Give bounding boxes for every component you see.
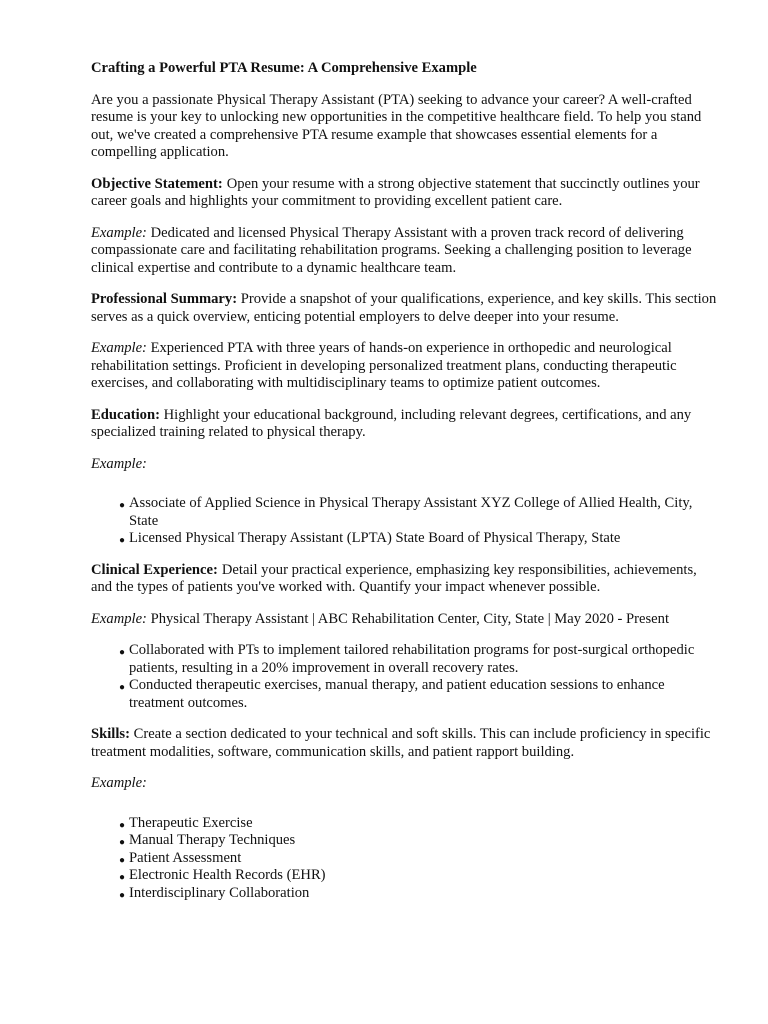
skills-example — [91, 775, 721, 793]
summary-section — [91, 291, 721, 326]
bullet-icon: ● — [119, 872, 126, 883]
example-label: Example: — [91, 455, 147, 472]
objective-heading: Objective Statement: — [91, 175, 223, 192]
bullet-icon: ● — [119, 837, 126, 848]
list-item: ● Interdisciplinary Collaboration — [91, 885, 721, 903]
bullet-icon: ● — [119, 535, 126, 546]
objective-example — [91, 225, 721, 278]
clinical-text: Detail your practical experience, emphasizing key responsibilities, achievements, and the types of patients you've worked with. Quantify your impact whenever possible. — [91, 561, 697, 595]
clinical-list — [91, 642, 721, 712]
intro-paragraph: Are you a passionate Physical Therapy Assistant (PTA) seeking to advance your career? A well-crafted resume is your key to unlocking new opportunities in the competitive healthcare field. To help you stand out, we've created a comprehensive PTA resume example that showcases essential elements for a compelling application. — [91, 91, 702, 160]
bullet-icon: ● — [119, 500, 126, 511]
list-item: ● Collaborated with PTs to implement tailored rehabilitation programs for post-surgical orthopedic patients, resulting in a 20% improvement in overall recovery rates. — [119, 642, 695, 676]
summary-text: Provide a snapshot of your qualifications, experience, and key skills. This section serves as a quick overview, enticing potential employers to delve deeper into your resume. — [91, 291, 717, 325]
summary-example — [91, 340, 721, 393]
list-item: ● Patient Assessment — [91, 850, 721, 868]
bullet-icon: ● — [119, 647, 126, 658]
bullet-icon: ● — [119, 819, 126, 831]
skills-text: Create a section dedicated to your technical and soft skills. This can include proficiency in specific treatment modalities, software, communication skills, and patient rapport building. — [91, 726, 711, 760]
list-item: ● Electronic Health Records (EHR) — [91, 867, 721, 885]
objective-example-text: Dedicated and licensed Physical Therapy Assistant with a proven track record of delivering compassionate care and facilitating rehabilitation programs. Seeking a challenging position to leverage clinical expertise and contribute to a dynamic healthcare team. — [91, 224, 692, 276]
skills-list — [91, 815, 721, 903]
list-item: ● Licensed Physical Therapy Assistant (LPTA) State Board of Physical Therapy, State — [91, 530, 721, 548]
objective-section — [91, 176, 721, 211]
education-heading: Education: — [91, 406, 160, 423]
education-example — [91, 456, 721, 474]
bullet-icon: ● — [119, 682, 126, 693]
list-item: ● Conducted therapeutic exercises, manual therapy, and patient education sessions to enhance treatment outcomes. — [119, 677, 665, 711]
education-section — [91, 407, 721, 442]
clinical-example — [91, 611, 721, 629]
summary-example-text: Experienced PTA with three years of hands-on experience in orthopedic and neurological rehabilitation settings. Proficient in developing personalized treatment plans, conducting therapeutic exercises, and collaborating with multidisciplinary teams to optimize patient outcomes. — [91, 340, 677, 391]
example-label: Example: — [91, 775, 147, 791]
summary-heading: Professional Summary: — [91, 291, 238, 307]
list-item: ● Therapeutic Exercise — [91, 815, 721, 833]
page-title: Crafting a Powerful PTA Resume: A Comprehensive Example — [91, 60, 477, 76]
education-text: Highlight your educational background, including relevant degrees, certifications, and any specialized training related to physical therapy. — [91, 406, 692, 440]
clinical-section — [91, 562, 721, 597]
clinical-example-text: Physical Therapy Assistant | ABC Rehabilitation Center, City, State | May 2020 - Present — [150, 610, 669, 627]
skills-heading: Skills: — [91, 726, 130, 742]
example-label: Example: — [91, 224, 147, 241]
example-label: Example: — [91, 340, 147, 356]
clinical-heading: Clinical Experience: — [91, 561, 218, 578]
example-label: Example: — [91, 610, 147, 627]
education-list — [91, 495, 721, 548]
list-item: ● Manual Therapy Techniques — [91, 832, 721, 850]
objective-text: Open your resume with a strong objective statement that succinctly outlines your career goals and highlights your commitment to providing excellent patient care. — [91, 175, 700, 209]
document-page — [91, 60, 721, 916]
bullet-icon: ● — [119, 854, 126, 866]
skills-section — [91, 726, 721, 761]
list-item: ● Associate of Applied Science in Physical Therapy Assistant XYZ College of Allied Health, City, State — [119, 495, 693, 529]
bullet-icon: ● — [119, 889, 126, 901]
